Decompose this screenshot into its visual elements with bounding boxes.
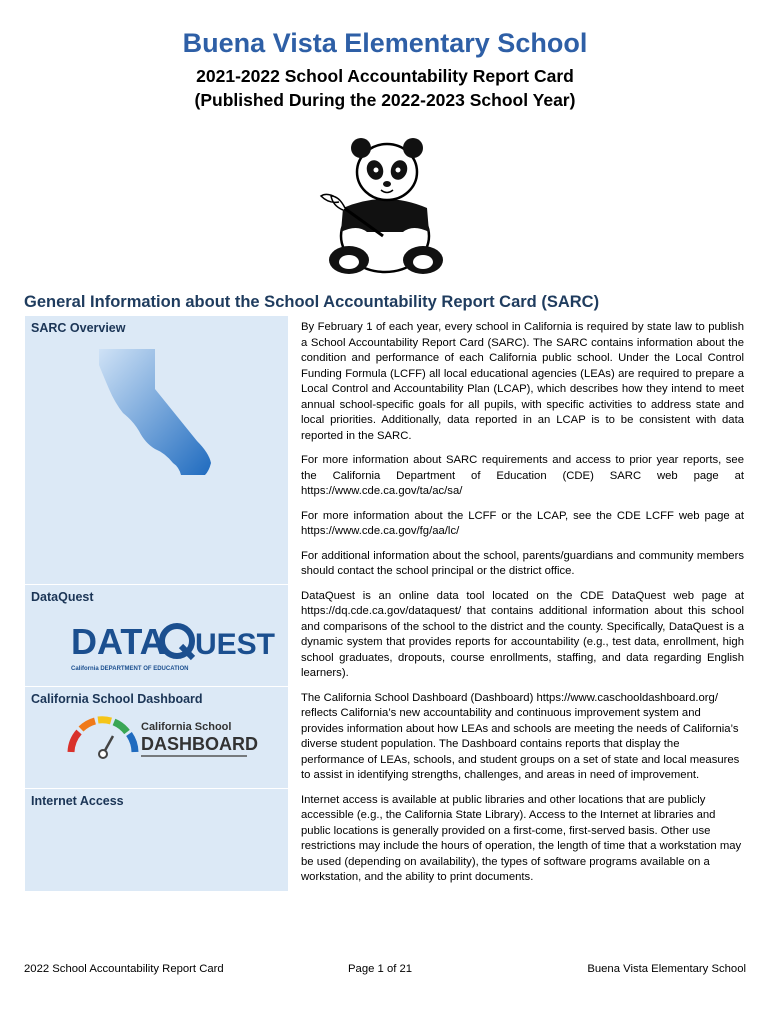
overview-text-cell <box>289 316 747 585</box>
dashboard-paragraph: The California School Dashboard (Dashboard) https://www.caschooldashboard.org/ reflects California’s new accountability and continuous improvement system and provides information about how LEAs and schools are meeting the needs of California’s diverse student population. The Dashboard contains reports that display the performance of LEAs, schools, and student groups on a set of state and local measures to assist in identifying strengths, challenges, and areas in need of improvement. <box>301 691 740 781</box>
internet-text-cell <box>289 788 747 891</box>
dashboard-logo-bottom: DASHBOARD <box>141 733 258 754</box>
footer-page-number: Page 1 of 21 <box>348 963 413 975</box>
overview-paragraph: For additional information about the school, parents/guardians and community members should contact the school principal or the district office. <box>301 549 744 577</box>
panda-mascot-image <box>313 128 457 278</box>
row-label-cell <box>25 584 289 686</box>
footer-report-name: 2022 School Accountability Report Card <box>24 963 224 975</box>
california-map-image <box>93 345 223 481</box>
row-label: DataQuest <box>31 589 94 604</box>
row-label-cell <box>25 788 289 891</box>
section-heading: General Information about the School Accountability Report Card (SARC) <box>24 293 600 311</box>
dataquest-logo-quest: UEST <box>195 627 276 661</box>
dataquest-paragraph: DataQuest is an online data tool located on the CDE DataQuest web page at https://dq.cde.ca.gov/dataquest/ that contains additional information about this school and comparisons of the school to the district and the county. Specifically, DataQuest is a dynamic system that provides reports for accountability (e.g., test data, enrollment, high school graduates, dropouts, course enrollments, staffing, and data regarding English learners). <box>301 589 744 679</box>
dataquest-logo-caption: California DEPARTMENT OF EDUCATION <box>71 665 189 672</box>
dataquest-text-cell <box>289 584 747 686</box>
overview-paragraph: For more information about SARC requirements and access to prior year reports, see the California Department of Education (CDE) SARC web page at https://www.cde.ca.gov/ta/ac/sa/ <box>301 454 744 497</box>
row-label: California School Dashboard <box>31 691 203 706</box>
school-name: Buena Vista Elementary School <box>182 28 588 58</box>
dashboard-gauge-logo <box>65 714 258 764</box>
dataquest-logo-data: DATA <box>71 620 166 662</box>
table-row <box>25 788 747 891</box>
sarc-info-table <box>24 315 747 892</box>
table-row <box>25 316 747 585</box>
dataquest-logo <box>71 616 276 674</box>
dashboard-logo-top: California School <box>141 720 232 733</box>
internet-paragraph: Internet access is available at public libraries and other locations that are publicly accessible (e.g., the California State Library). Access to the Internet at libraries and public locations is generally provided on a first-come, first-served basis. Other use restrictions may include the hours of operation, the length of time that a workstation may be used (depending on availability), the types of software programs available on a workstation, and the ability to print documents. <box>301 793 742 883</box>
row-label: Internet Access <box>31 793 124 808</box>
overview-paragraph: By February 1 of each year, every school in California is required by state law to publish a School Accountability Report Card (SARC). The SARC contains information about the condition and performance of each California public school. Under the Local Control Funding Formula (LCFF) all local educational agencies (LEAs) are required to prepare a Local Control and Accountability Plan (LCAP), which describes how they intend to meet annual school-specific goals for all pupils, with specific activities to address state and local priorities. Additionally, data reported in an LCAP is to be consistent with data reported in the SARC. <box>301 321 744 442</box>
row-label: SARC Overview <box>31 321 126 335</box>
dashboard-text-cell <box>289 686 747 788</box>
published-note: (Published During the 2022-2023 School Year) <box>194 90 576 110</box>
overview-paragraph: For more information about the LCFF or the LCAP, see the CDE LCFF web page at https://www.cde.ca.gov/fg/aa/lc/ <box>301 509 744 537</box>
report-title: 2021-2022 School Accountability Report Card <box>196 66 574 86</box>
table-row <box>25 584 747 686</box>
row-label-cell <box>25 686 289 788</box>
table-row <box>25 686 747 788</box>
row-label-cell <box>25 316 289 585</box>
footer-school-name: Buena Vista Elementary School <box>587 963 746 975</box>
